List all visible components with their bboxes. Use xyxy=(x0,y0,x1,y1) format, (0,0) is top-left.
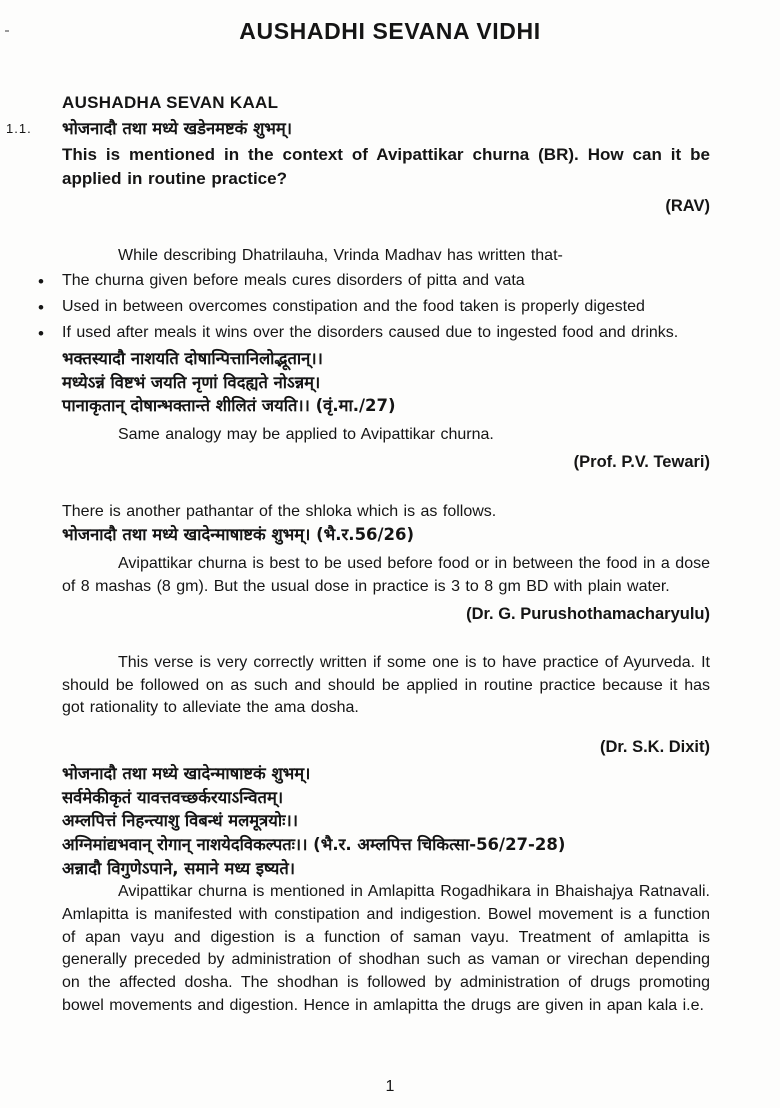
scan-artifact xyxy=(5,30,9,32)
bullet-item: • Used in between overcomes constipation and the food taken is properly digested xyxy=(62,296,710,319)
dose-paragraph: Avipattikar churna is best to be used before food or in between the food in a dose of 8 mashas (8 gm). But the usual dose in practice is 3 to 8 gm BD with plain water. xyxy=(62,555,710,595)
page-number: 1 xyxy=(385,1078,395,1095)
analogy-text: Same analogy may be applied to Avipattikar churna. xyxy=(118,426,494,444)
bullet-item: • The churna given before meals cures disorders of pitta and vata xyxy=(62,270,710,293)
question-row xyxy=(6,117,710,141)
page-content xyxy=(6,91,710,1018)
question-text: This is mentioned in the context of Avipattikar churna (BR). How can it be applied in routine practice? xyxy=(62,145,710,189)
final-paragraph: Avipattikar churna is mentioned in Amlapitta Rogadhikara in Bhaishajya Ratnavali. Amlapitta is manifested with constipation and indigestion. Bowel movement is a function of apan vayu and digestion is a function of saman vayu. Treatment of amlapitta is generally preceded by administration of shodhan such as vaman or virechan depending on the affected dosha. The shodhan is followed by administration of drugs promoting bowel movements and digestion. Hence in amlapitta the drugs are given in apan kala i.e. xyxy=(62,883,710,1014)
verse-paragraph: This verse is very correctly written if some one is to have practice of Ayurveda. It should be followed on as such and should be applied in routine practice because it has got rationality to alleviate the ama dosha. xyxy=(62,654,710,717)
shloka-line: सर्वमेकीकृतं यावत्तवच्छर्करयाऽन्वितम्। xyxy=(62,787,284,807)
bullet-item: • If used after meals it wins over the disorders caused due to ingested food and drinks. xyxy=(62,322,710,345)
intro-paragraph: While describing Dhatrilauha, Vrinda Madhav has written that- xyxy=(118,246,563,264)
question-shloka: भोजनादौ तथा मध्ये खडेनमष्टकं शुभम्। xyxy=(62,119,293,139)
pathantar-text: There is another pathantar of the shloka which is as follows. xyxy=(62,502,497,520)
shloka-line: पानाकृतान् दोषान्भक्तान्ते शीलितं जयति।। (वृं.मा./27) xyxy=(62,396,396,416)
bullet-list xyxy=(62,270,710,344)
shloka-line: अग्निमांद्यभवान् रोगान् नाशयेदविकल्पतः।। (भै.र. अम्लपित्त चिकित्सा-56/27-28) xyxy=(62,835,566,855)
section-heading: AUSHADHA SEVAN KAAL xyxy=(62,93,279,112)
attribution-dixit: (Dr. S.K. Dixit) xyxy=(599,738,710,757)
attribution-tewari: (Prof. P.V. Tewari) xyxy=(573,453,710,472)
shloka-block-1 xyxy=(62,347,710,419)
page-title: AUSHADHI SEVANA VIDHI xyxy=(239,18,541,44)
shloka-line: भक्तस्यादौ नाशयति दोषान्पित्तानिलोद्भूतान्।। xyxy=(62,348,323,368)
shloka-line: मध्येऽन्नं विष्टभं जयति नृणां विदह्यते नोऽन्नम्। xyxy=(62,372,321,392)
shloka-line: भोजनादौ तथा मध्ये खादेन्माषाष्टकं शुभम्। xyxy=(62,763,311,783)
attribution-rav: (RAV) xyxy=(665,197,710,216)
shloka-line: अन्नादौ विगुणेऽपाने, समाने मध्य इष्यते। xyxy=(62,859,296,879)
shloka-block-2 xyxy=(62,762,710,882)
attribution-purushothamacharyulu: (Dr. G. Purushothamacharyulu) xyxy=(466,604,710,623)
shloka-line: अम्लपित्तं निहन्त्याशु विबन्धं मलमूत्रयोः।। xyxy=(62,811,298,831)
pathantar-shloka: भोजनादौ तथा मध्ये खादेन्माषाष्टकं शुभम्। (भै.र.56/26) xyxy=(62,525,415,545)
question-number: 1.1. xyxy=(6,121,32,137)
